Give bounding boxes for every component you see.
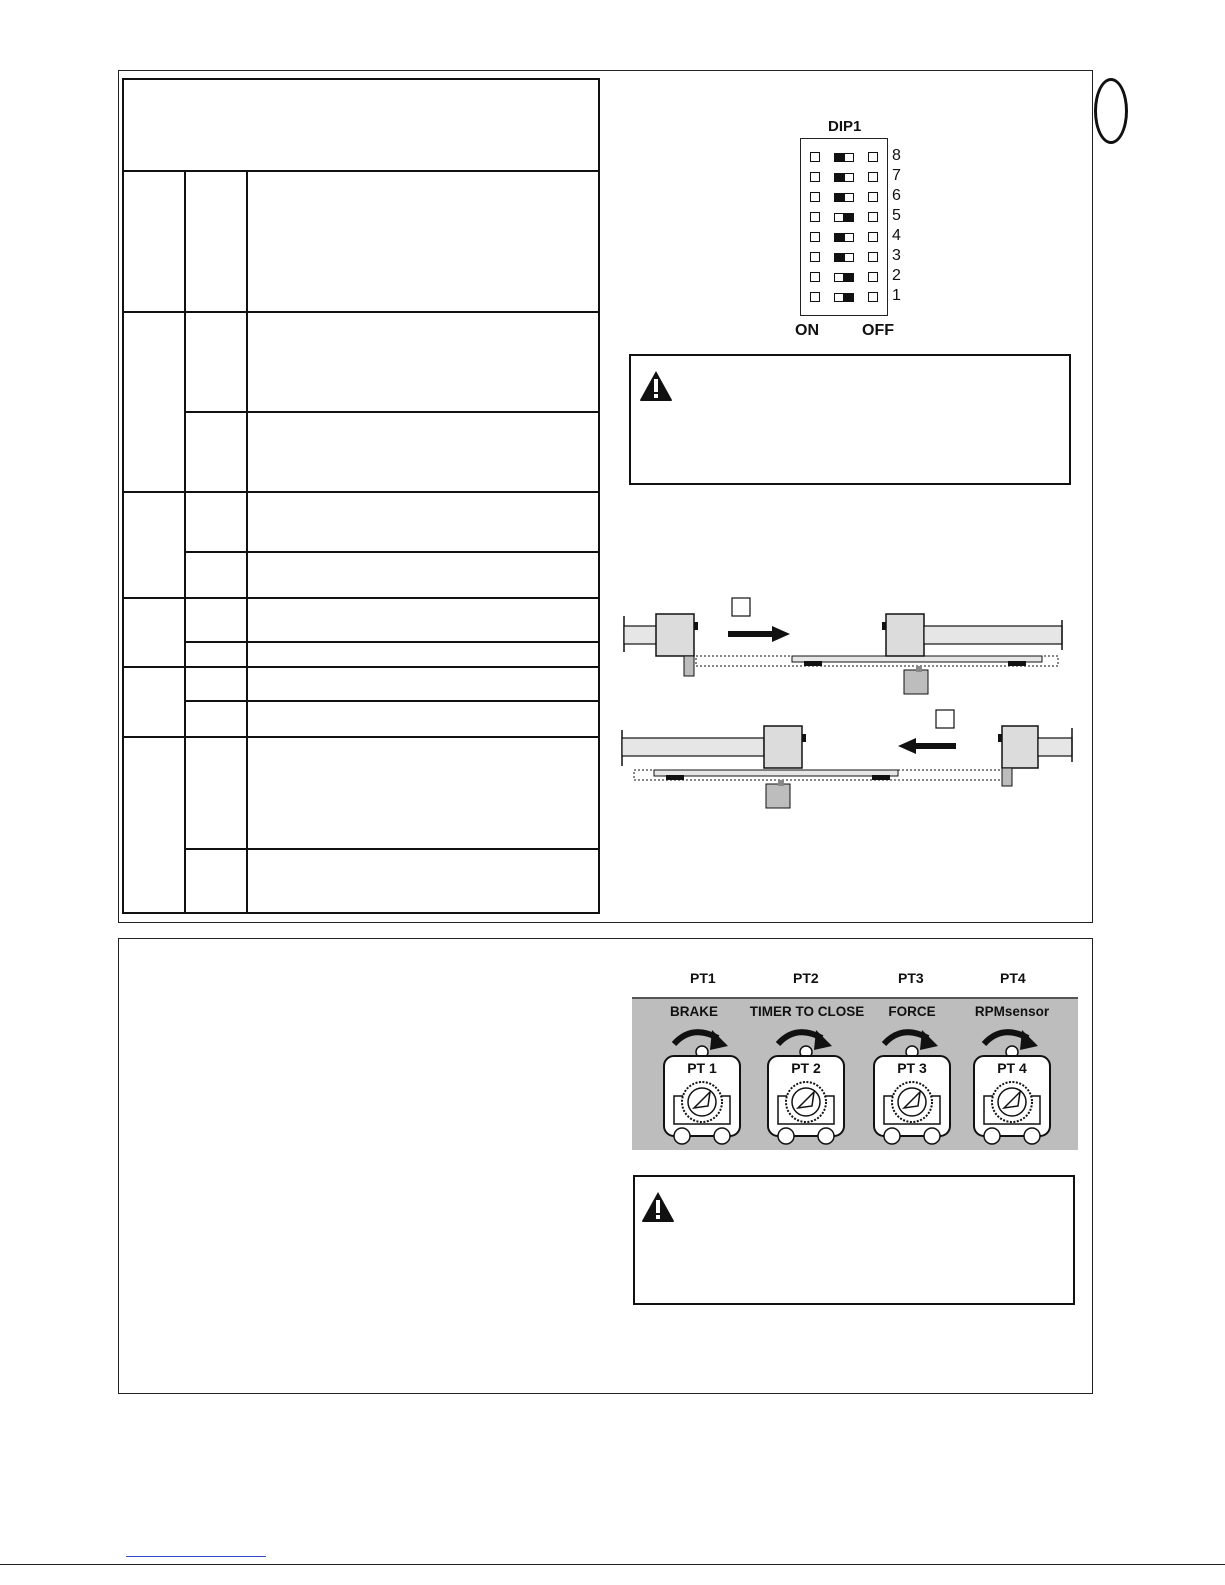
table-group-line <box>124 597 598 599</box>
dip-switch-knob <box>835 254 845 261</box>
dip-pad-left <box>810 192 820 202</box>
table-row-line <box>184 700 598 702</box>
warning-triangle-icon <box>639 370 673 402</box>
pt-dial-label: PT 4 <box>997 1060 1027 1076</box>
table-row-line <box>184 848 598 850</box>
dip-switch-knob <box>835 234 845 241</box>
dip-switch-number: 3 <box>892 247 901 264</box>
dip-switch-number: 4 <box>892 227 901 244</box>
dip-pad-right <box>868 212 878 222</box>
table-group-line <box>124 311 598 313</box>
dip-switch-slot <box>834 293 854 302</box>
table-col-divider-2 <box>246 172 248 912</box>
table-group-line <box>124 666 598 668</box>
warning-box-2 <box>633 1175 1075 1305</box>
page-tab-marker <box>1094 78 1128 144</box>
warning-box-1 <box>629 354 1071 485</box>
pt-header: PT2 <box>793 970 819 986</box>
dip-pad-right <box>868 272 878 282</box>
pt-header: PT3 <box>898 970 924 986</box>
pt-dial-label: PT 2 <box>791 1060 821 1076</box>
table-col-divider-1 <box>184 172 186 912</box>
dip-switch-number: 7 <box>892 167 901 184</box>
pt-dial-label: PT 3 <box>897 1060 927 1076</box>
dip-pad-right <box>868 172 878 182</box>
table-header-row <box>124 80 598 172</box>
potentiometer-dial <box>652 1020 752 1146</box>
dip-switch-knob <box>835 154 845 161</box>
dip-switch-slot <box>834 153 854 162</box>
pt-function-label: FORCE <box>888 1004 936 1019</box>
dip-pad-right <box>868 152 878 162</box>
dip-pad-left <box>810 212 820 222</box>
table-row-line <box>184 641 598 643</box>
dip-on-label: ON <box>795 322 819 339</box>
settings-table <box>122 78 600 914</box>
potentiometer-dial <box>756 1020 856 1146</box>
dip-switch-slot <box>834 173 854 182</box>
pt-function-label: TIMER TO CLOSE <box>749 1004 865 1019</box>
lower-gate-assembly <box>622 710 1072 808</box>
footer-link-underline <box>126 1556 266 1557</box>
dip-switch-number: 2 <box>892 267 901 284</box>
dip-switch-number: 5 <box>892 207 901 224</box>
dip-pad-left <box>810 152 820 162</box>
dip-pad-left <box>810 172 820 182</box>
dip-switch-knob <box>835 194 845 201</box>
potentiometer-dial <box>862 1020 962 1146</box>
pt-function-label: RPMsensor <box>974 1004 1050 1019</box>
pt-function-label: BRAKE <box>669 1004 719 1019</box>
dip-pad-right <box>868 192 878 202</box>
table-row-line <box>184 551 598 553</box>
potentiometer-dial <box>962 1020 1062 1146</box>
dip-switch-slot <box>834 253 854 262</box>
dip-switch-slot <box>834 213 854 222</box>
dip-off-label: OFF <box>862 322 894 339</box>
warning-triangle-icon <box>641 1191 675 1223</box>
pt-header: PT1 <box>690 970 716 986</box>
dip-switch-slot <box>834 193 854 202</box>
dip-pad-right <box>868 292 878 302</box>
dip-switch-knob <box>843 214 853 221</box>
dip-title: DIP1 <box>828 118 862 135</box>
footer-rule <box>0 1564 1225 1565</box>
dip-switch-number: 1 <box>892 287 901 304</box>
dip-pad-right <box>868 252 878 262</box>
table-group-line <box>124 736 598 738</box>
dip-switch-slot <box>834 233 854 242</box>
pt-dial-label: PT 1 <box>687 1060 717 1076</box>
dip-pad-right <box>868 232 878 242</box>
dip-switch-knob <box>843 274 853 281</box>
gate-limit-diagram <box>620 590 1080 820</box>
dip-switch-slot <box>834 273 854 282</box>
dip-switch-knob <box>835 174 845 181</box>
dip-pad-left <box>810 252 820 262</box>
dip-pad-left <box>810 232 820 242</box>
dip-switch-knob <box>843 294 853 301</box>
dip-pad-left <box>810 272 820 282</box>
dip-pad-left <box>810 292 820 302</box>
table-row-line <box>184 411 598 413</box>
dip-switch-body <box>800 138 888 316</box>
dip-switch-number: 6 <box>892 187 901 204</box>
pt-header: PT4 <box>1000 970 1026 986</box>
dip-switch-number: 8 <box>892 147 901 164</box>
table-group-line <box>124 491 598 493</box>
upper-gate-assembly <box>624 598 1062 694</box>
